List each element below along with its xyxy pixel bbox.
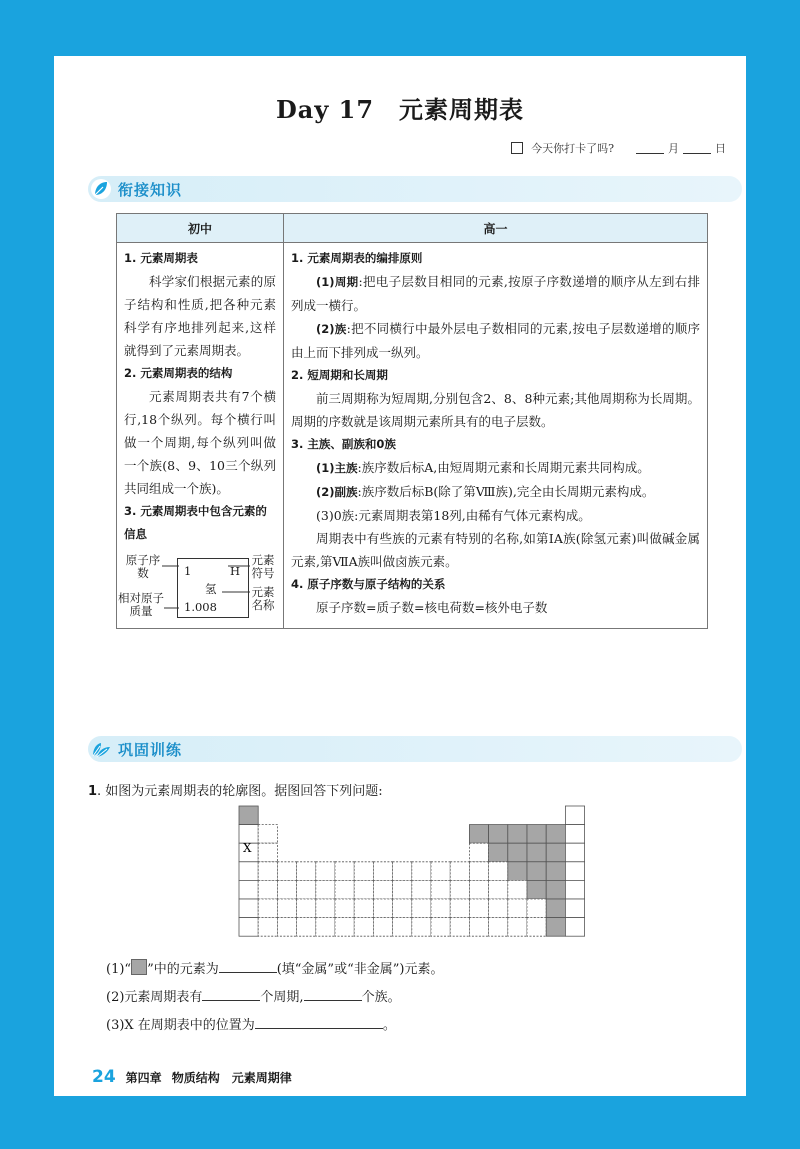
table-cell-shaded <box>546 899 565 918</box>
sub-q2-text-b: 个周期, <box>260 990 304 1005</box>
table-cell <box>565 862 584 881</box>
table-cell <box>297 918 316 937</box>
element-cell-hydrogen <box>177 558 249 618</box>
sub-q1-text-a: (1)“ <box>106 962 132 977</box>
junior-column <box>117 243 284 629</box>
leaf-icon <box>90 178 112 200</box>
table-cell-shaded <box>489 843 508 862</box>
page-footer <box>92 1067 292 1087</box>
table-cell <box>258 843 277 862</box>
table-cell <box>258 918 277 937</box>
term-sub-group: (2)副族 <box>316 485 358 499</box>
sub-question-1 <box>106 958 443 977</box>
table-cell <box>297 862 316 881</box>
table-cell <box>393 880 412 899</box>
table-cell <box>373 880 392 899</box>
periodic-table-outline <box>237 804 587 940</box>
footer-chapter: 第四章 <box>125 1071 162 1085</box>
label-relative-mass: 相对原子质量 <box>118 591 164 618</box>
junior-para-1: 科学家们根据元素的原子结构和性质,把各种元素科学有序地排列起来,这样就得到了元素周期表。 <box>124 274 276 358</box>
table-cell-shaded <box>527 843 546 862</box>
table-cell <box>354 880 373 899</box>
table-cell <box>450 862 469 881</box>
table-cell-shaded <box>527 880 546 899</box>
table-cell <box>316 899 335 918</box>
table-cell-shaded <box>546 862 565 881</box>
table-cell <box>393 899 412 918</box>
page-title: Day 17 元素周期表 <box>275 95 525 124</box>
bottom-border-strip <box>20 1096 780 1128</box>
table-cell <box>469 880 488 899</box>
table-cell <box>373 862 392 881</box>
table-cell <box>489 899 508 918</box>
table-cell <box>412 899 431 918</box>
table-cell <box>565 918 584 937</box>
junior-heading-1: 1. 元素周期表 <box>124 251 198 265</box>
sub-q2-text-a: (2)元素周期表有 <box>106 990 203 1005</box>
senior-para-3: 前三周期称为短周期,分别包含2、8、8种元素;其他周期称为长周期。周期的序数就是该周期元素所具有的电子层数。 <box>291 391 700 429</box>
table-cell <box>373 899 392 918</box>
gray-cell-swatch <box>131 959 147 975</box>
day-blank[interactable] <box>683 143 711 154</box>
sub-question-3 <box>106 1014 396 1033</box>
table-cell <box>508 880 527 899</box>
table-cell <box>335 918 354 937</box>
element-name: 氢 <box>205 582 217 596</box>
table-cell <box>508 899 527 918</box>
table-cell <box>316 880 335 899</box>
table-cell-shaded <box>239 806 258 825</box>
col-header-junior: 初中 <box>117 214 284 243</box>
table-cell-shaded <box>527 825 546 844</box>
month-label: 月 <box>668 142 679 155</box>
sub-question-2 <box>106 986 401 1005</box>
question-1-stem <box>88 780 383 799</box>
leaf-cluster-icon <box>90 738 112 760</box>
table-cell <box>373 918 392 937</box>
label-atomic-number: 原子序数 <box>125 553 161 580</box>
table-cell <box>431 880 450 899</box>
month-blank[interactable] <box>636 143 664 154</box>
question-stem-text: . 如图为元素周期表的轮廓图。据图回答下列问题: <box>97 784 383 799</box>
page-number: 24 <box>92 1067 116 1087</box>
day-label: 日 <box>715 142 726 155</box>
table-cell <box>239 899 258 918</box>
knowledge-table <box>116 213 708 629</box>
table-cell-shaded <box>546 880 565 899</box>
table-cell-shaded <box>508 862 527 881</box>
table-cell <box>565 899 584 918</box>
table-cell <box>565 825 584 844</box>
senior-heading-1: 1. 元素周期表的编排原则 <box>291 251 423 265</box>
table-cell <box>412 862 431 881</box>
senior-para-5: :族序数后标B(除了第Ⅷ族),完全由长周期元素构成。 <box>357 484 655 499</box>
senior-heading-3: 3. 主族、副族和0族 <box>291 437 396 451</box>
table-cell <box>354 918 373 937</box>
table-cell <box>527 899 546 918</box>
table-cell <box>469 918 488 937</box>
table-cell <box>412 880 431 899</box>
section-bar-bridge <box>88 176 742 202</box>
sub-q1-text-c: (填“金属”或“非金属”)元素。 <box>276 962 444 977</box>
table-cell <box>431 918 450 937</box>
senior-para-2: :把不同横行中最外层电子数相同的元素,按电子层数递增的顺序由上而下排列成一纵列。 <box>291 321 701 360</box>
table-cell <box>277 899 296 918</box>
element-info-figure <box>118 552 276 624</box>
sub-q3-text-b: 。 <box>382 1018 396 1033</box>
table-cell <box>469 899 488 918</box>
table-cell <box>316 862 335 881</box>
table-cell-shaded <box>469 825 488 844</box>
sub-q2-text-c: 个族。 <box>361 990 401 1005</box>
checkin <box>511 140 726 156</box>
senior-para-6: (3)0族:元素周期表第18列,由稀有气体元素构成。 <box>316 508 591 523</box>
junior-heading-2: 2. 元素周期表的结构 <box>124 366 233 380</box>
periodic-table-x-label: X <box>243 841 252 855</box>
table-cell <box>565 806 584 825</box>
footer-section: 物质结构 元素周期律 <box>171 1071 292 1085</box>
table-cell <box>277 862 296 881</box>
table-cell <box>393 862 412 881</box>
section-title-practice: 巩固训练 <box>118 740 183 759</box>
table-cell <box>565 843 584 862</box>
table-cell <box>239 880 258 899</box>
checkin-checkbox[interactable] <box>511 142 523 154</box>
table-cell <box>412 918 431 937</box>
sub-q1-text-b: ”中的元素为 <box>147 962 219 977</box>
table-cell <box>258 825 277 844</box>
sub-q3-text-a: (3)X 在周期表中的位置为 <box>106 1018 255 1033</box>
table-cell-shaded <box>508 825 527 844</box>
element-atomic-number: 1 <box>184 564 192 578</box>
question-number: 1 <box>88 784 98 799</box>
answer-blank-1[interactable] <box>219 958 277 973</box>
table-cell <box>469 843 488 862</box>
term-group: (2)族 <box>316 322 347 336</box>
table-cell <box>489 918 508 937</box>
table-cell <box>489 880 508 899</box>
table-cell <box>258 899 277 918</box>
term-period: (1)周期 <box>316 275 359 289</box>
answer-blank-4[interactable] <box>255 1014 383 1029</box>
senior-para-1: :把电子层数目相同的元素,按原子序数递增的顺序从左到右排列成一横行。 <box>291 274 701 313</box>
table-cell <box>316 918 335 937</box>
table-cell <box>527 918 546 937</box>
table-cell <box>393 918 412 937</box>
table-cell <box>354 899 373 918</box>
table-cell <box>277 880 296 899</box>
table-cell-shaded <box>527 862 546 881</box>
element-mass: 1.008 <box>184 600 217 614</box>
table-cell <box>239 862 258 881</box>
senior-heading-4: 4. 原子序数与原子结构的关系 <box>291 577 446 591</box>
table-cell <box>297 880 316 899</box>
table-cell <box>335 862 354 881</box>
senior-para-8: 原子序数=质子数=核电荷数=核外电子数 <box>316 600 548 615</box>
label-element-symbol: 元素符号 <box>251 553 275 580</box>
table-cell <box>450 918 469 937</box>
table-cell <box>431 899 450 918</box>
junior-heading-3: 3. 元素周期表中包含元素的信息 <box>124 504 267 541</box>
senior-heading-2: 2. 短周期和长周期 <box>291 368 388 382</box>
answer-blank-2[interactable] <box>202 986 260 1001</box>
answer-blank-3[interactable] <box>304 986 362 1001</box>
table-cell <box>431 862 450 881</box>
table-cell <box>239 918 258 937</box>
col-header-senior: 高一 <box>284 214 708 243</box>
senior-para-4: :族序数后标A,由短周期元素和长周期元素共同构成。 <box>357 460 650 475</box>
section-bar-practice <box>88 736 742 762</box>
table-cell-shaded <box>508 843 527 862</box>
element-symbol: H <box>229 564 240 578</box>
label-element-name: 元素名称 <box>251 585 275 612</box>
table-cell <box>450 880 469 899</box>
checkin-text: 今天你打卡了吗? <box>531 142 614 155</box>
table-cell <box>335 899 354 918</box>
section-title-bridge: 衔接知识 <box>118 180 183 199</box>
table-cell-shaded <box>489 825 508 844</box>
table-cell <box>258 880 277 899</box>
table-cell <box>489 862 508 881</box>
senior-para-7: 周期表中有些族的元素有特别的名称,如第ⅠA族(除氢元素)叫做碱金属元素,第ⅦA族叫做卤族元素。 <box>291 531 700 569</box>
table-cell <box>258 862 277 881</box>
table-cell <box>354 862 373 881</box>
table-cell-shaded <box>546 825 565 844</box>
junior-para-2: 元素周期表共有7个横行,18个纵列。每个横行叫做一个周期,每个纵列叫做一个族(8、9、10三个纵列共同组成一个族)。 <box>124 389 276 496</box>
senior-column <box>284 243 708 629</box>
table-cell <box>469 862 488 881</box>
table-cell <box>450 899 469 918</box>
table-cell <box>335 880 354 899</box>
table-cell-shaded <box>546 843 565 862</box>
page <box>54 56 746 1096</box>
table-cell <box>508 918 527 937</box>
table-cell-shaded <box>546 918 565 937</box>
table-cell <box>277 918 296 937</box>
term-main-group: (1)主族 <box>316 461 358 475</box>
table-cell <box>565 880 584 899</box>
table-cell <box>297 899 316 918</box>
